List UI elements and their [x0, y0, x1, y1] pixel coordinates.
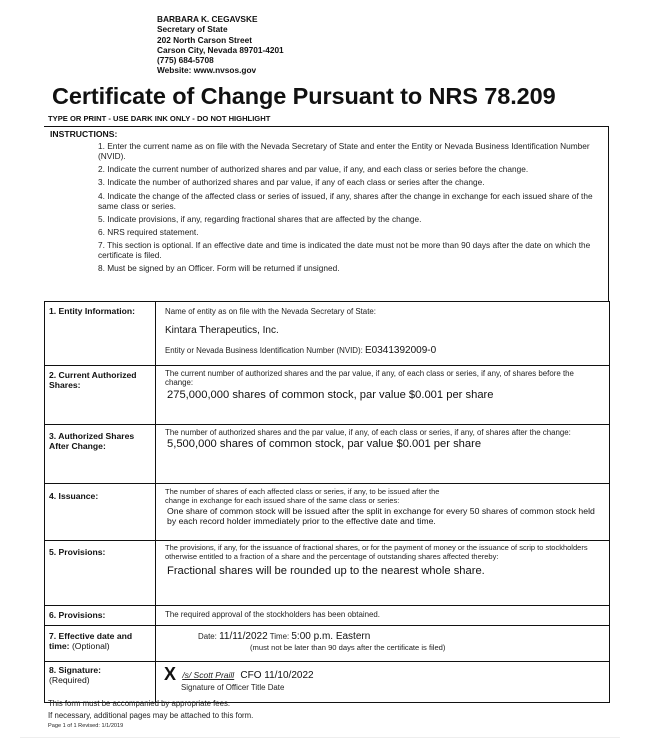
provisions-field[interactable]: Fractional shares will be rounded up to the nearest whole share. — [167, 564, 485, 577]
instruction-item: 6. NRS required statement. — [98, 226, 199, 237]
effective-label: 7. Effective date and time: — [49, 631, 133, 651]
office-title: Secretary of State — [157, 24, 228, 35]
section-signature — [45, 661, 609, 702]
signature-label: 8. Signature: — [49, 665, 102, 675]
instruction-item: 1. Enter the current name as on file with the Nevada Secretary of State and enter the Entity or Nevada Business Identification Number (NVID). — [98, 141, 590, 161]
instruction-item: 2. Indicate the current number of authorized shares and par value, if any, and each class or series before the change. — [98, 164, 529, 175]
issuance-prompt-line1: The number of shares of each affected class or series, if any, to be issued after the — [165, 487, 440, 496]
effective-time-field[interactable]: 5:00 p.m. Eastern — [291, 631, 371, 642]
additional-pages-notice: If necessary, additional pages may be attached to this form. — [48, 711, 254, 720]
city-address: Carson City, Nevada 89701-4201 — [157, 44, 284, 55]
provisions6-label: 6. Provisions: — [45, 606, 156, 625]
entity-name-prompt: Name of entity as on file with the Nevada Secretary of State: — [165, 307, 376, 316]
fees-notice: This form must be accompanied by appropriate fees. — [48, 699, 231, 708]
section-issuance — [45, 483, 609, 540]
instruction-item: 5. Indicate provisions, if any, regarding fractional shares that are affected by the change. — [98, 213, 422, 224]
phone-number: (775) 684-5708 — [157, 55, 214, 66]
instruction-item: 4. Indicate the change of the affected class or series of issued, if any, shares after the change in exchange for each issued share of the same class or series. — [98, 190, 593, 211]
current-shares-label: 2. Current Authorized Shares: — [45, 366, 156, 424]
effective-date-field[interactable]: 11/11/2022 — [219, 631, 268, 642]
section-provisions — [45, 540, 609, 605]
issuance-label: 4. Issuance: — [45, 484, 156, 540]
section-provisions-6 — [45, 605, 609, 625]
date-label: Date: — [198, 632, 217, 641]
provisions6-statement: The required approval of the stockholders has been obtained. — [165, 610, 380, 619]
nvid-field[interactable]: E0341392009-0 — [365, 344, 437, 356]
current-shares-field[interactable]: 275,000,000 shares of common stock, par value $0.001 per share — [167, 388, 494, 401]
nvid-label: Entity or Nevada Business Identification Number (NVID): — [165, 345, 363, 355]
provisions-prompt: The provisions, if any, for the issuance of fractional shares, or for the payment of money or the issuance of scrip to stockholders otherwise entitled to a fraction of a share and the percentage of outstanding shares affected thereby: — [165, 543, 588, 561]
page-bottom-divider — [20, 737, 620, 738]
instructions-heading: INSTRUCTIONS: — [50, 129, 118, 139]
effective-optional-note: (Optional) — [71, 641, 110, 651]
after-shares-prompt: The number of authorized shares and the par value, if any, of each class or series, if any, of shares after the change: — [165, 428, 571, 437]
signature-field[interactable]: /s/ Scott Praill — [182, 670, 235, 680]
entity-name-field[interactable]: Kintara Therapeutics, Inc. — [165, 325, 279, 337]
page-info: Page 1 of 1 Revised: 1/1/2019 — [48, 723, 124, 729]
instruction-item: 7. This section is optional. If an effective date and time is indicated the date must not be more than 90 days after the date on which the certificate is filed. — [98, 240, 591, 261]
section-entity-information — [45, 302, 609, 365]
website: Website: www.nvsos.gov — [157, 65, 257, 76]
instruction-item: 3. Indicate the number of authorized shares and par value, if any of each class or series after the change. — [98, 177, 485, 188]
entity-label: 1. Entity Information: — [45, 302, 156, 365]
page-title: Certificate of Change Pursuant to NRS 78.209 — [52, 83, 556, 109]
form-footer — [48, 698, 253, 731]
signature-caption: Signature of Officer Title Date — [181, 682, 285, 692]
instructions-box — [44, 126, 609, 302]
official-name: BARBARA K. CEGAVSKE — [157, 14, 258, 24]
issuance-field[interactable]: One share of common stock will be issued after the split in exchange for every 50 shares of common stock held by each record holder immediately prior to the effective date and time. — [167, 506, 595, 526]
signature-x-mark: X — [164, 664, 177, 684]
section-effective-date — [45, 625, 609, 661]
street-address: 202 North Carson Street — [157, 34, 252, 45]
after-shares-field[interactable]: 5,500,000 shares of common stock, par value $0.001 per share — [167, 438, 482, 451]
current-shares-prompt: The current number of authorized shares and the par value, if any, of each class or series, if any, of shares before the change: — [165, 369, 574, 388]
effective-date-note: (must not be later than 90 days after the certificate is filed) — [250, 642, 446, 652]
provisions-label: 5. Provisions: — [45, 541, 156, 605]
section-current-authorized-shares — [45, 365, 609, 424]
form-subtitle: TYPE OR PRINT - USE DARK INK ONLY - DO NOT HIGHLIGHT — [48, 114, 271, 123]
issuer-address-block — [157, 14, 284, 76]
instructions-list — [98, 141, 603, 277]
signer-title-date[interactable]: CFO 11/10/2022 — [240, 670, 314, 681]
signature-required-note: (Required) — [49, 675, 90, 685]
instruction-item: 8. Must be signed by an Officer. Form will be returned if unsigned. — [98, 263, 340, 274]
section-authorized-shares-after-change — [45, 424, 609, 483]
after-shares-label: 3. Authorized Shares After Change: — [45, 425, 156, 483]
time-label: Time: — [269, 632, 290, 641]
issuance-prompt-line2: change in exchange for each issued share of the same class or series: — [165, 496, 400, 505]
form-table — [44, 301, 610, 703]
